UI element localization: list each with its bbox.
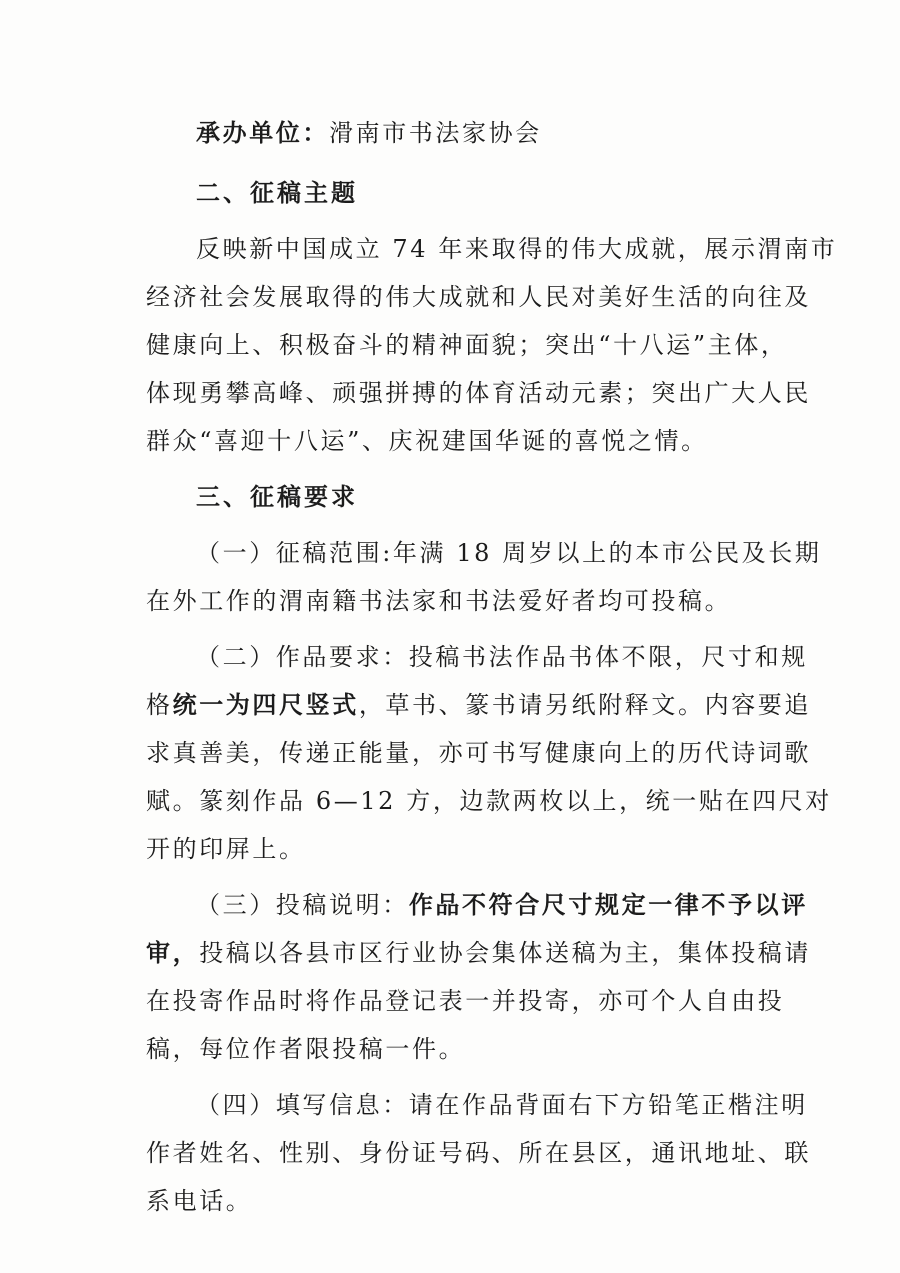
item-3-line-3: 在投寄作品时将作品登记表一并投寄，亦可个人自由投 xyxy=(146,987,785,1015)
section-2-line-4: 体现勇攀高峰、顽强拼搏的体育活动元素；突出广大人民 xyxy=(146,379,811,407)
item-3-line-2 xyxy=(146,938,811,968)
item-2-line-2 xyxy=(146,690,811,720)
section-2-line-3: 健康向上、积极奋斗的精神面貌；突出“十八运”主体， xyxy=(146,331,788,359)
item-3-line-2-end: 投稿以各县市区行业协会集体送稿为主，集体投稿请 xyxy=(199,939,812,967)
section-2-heading: 二、征稿主题 xyxy=(196,179,358,207)
section-2-line-5: 群众“喜迎十八运”、庆祝建国华诞的喜悦之情。 xyxy=(146,427,708,455)
item-1-line-2: 在外工作的渭南籍书法家和书法爱好者均可投稿。 xyxy=(146,587,732,615)
item-4-line-3: 系电话。 xyxy=(146,1187,253,1215)
item-2-line-2-end: ，草书、篆书请另纸附释文。内容要追 xyxy=(358,691,812,719)
organizer-label: 承办单位： xyxy=(196,119,329,147)
item-3-line-1-start: （三）投稿说明： xyxy=(196,891,409,919)
item-4-line-2: 作者姓名、性别、身份证号码、所在县区，通讯地址、联 xyxy=(146,1139,811,1167)
item-2-line-5: 开的印屏上。 xyxy=(146,835,306,863)
item-3-line-1 xyxy=(196,890,808,920)
item-2-line-1: （二）作品要求：投稿书法作品书体不限，尺寸和规 xyxy=(196,643,808,671)
item-2-line-3: 求真善美，传递正能量，亦可书写健康向上的历代诗词歌 xyxy=(146,739,811,767)
organizer-line xyxy=(196,118,542,148)
section-3-heading: 三、征稿要求 xyxy=(196,483,358,511)
item-3-line-4: 稿，每位作者限投稿一件。 xyxy=(146,1035,466,1063)
item-2-line-2-start: 格 xyxy=(146,691,173,719)
section-2-line-1: 反映新中国成立 74 年来取得的伟大成就，展示渭南市 xyxy=(196,235,838,263)
item-3-emphasis-1: 作品不符合尺寸规定一律不予以评 xyxy=(408,891,808,919)
item-3-emphasis-2: 审， xyxy=(146,939,200,967)
item-4-line-1: （四）填写信息：请在作品背面右下方铅笔正楷注明 xyxy=(196,1091,808,1119)
item-2-line-4: 赋。篆刻作品 6—12 方，边款两枚以上，统一贴在四尺对 xyxy=(146,787,832,815)
item-1-line-1: （一）征稿范围:年满 18 周岁以上的本市公民及长期 xyxy=(196,539,822,567)
section-2-line-2: 经济社会发展取得的伟大成就和人民对美好生活的向往及 xyxy=(146,283,811,311)
item-2-emphasis: 统一为四尺竖式 xyxy=(172,691,359,719)
organizer-value: 滑南市书法家协会 xyxy=(329,119,542,147)
